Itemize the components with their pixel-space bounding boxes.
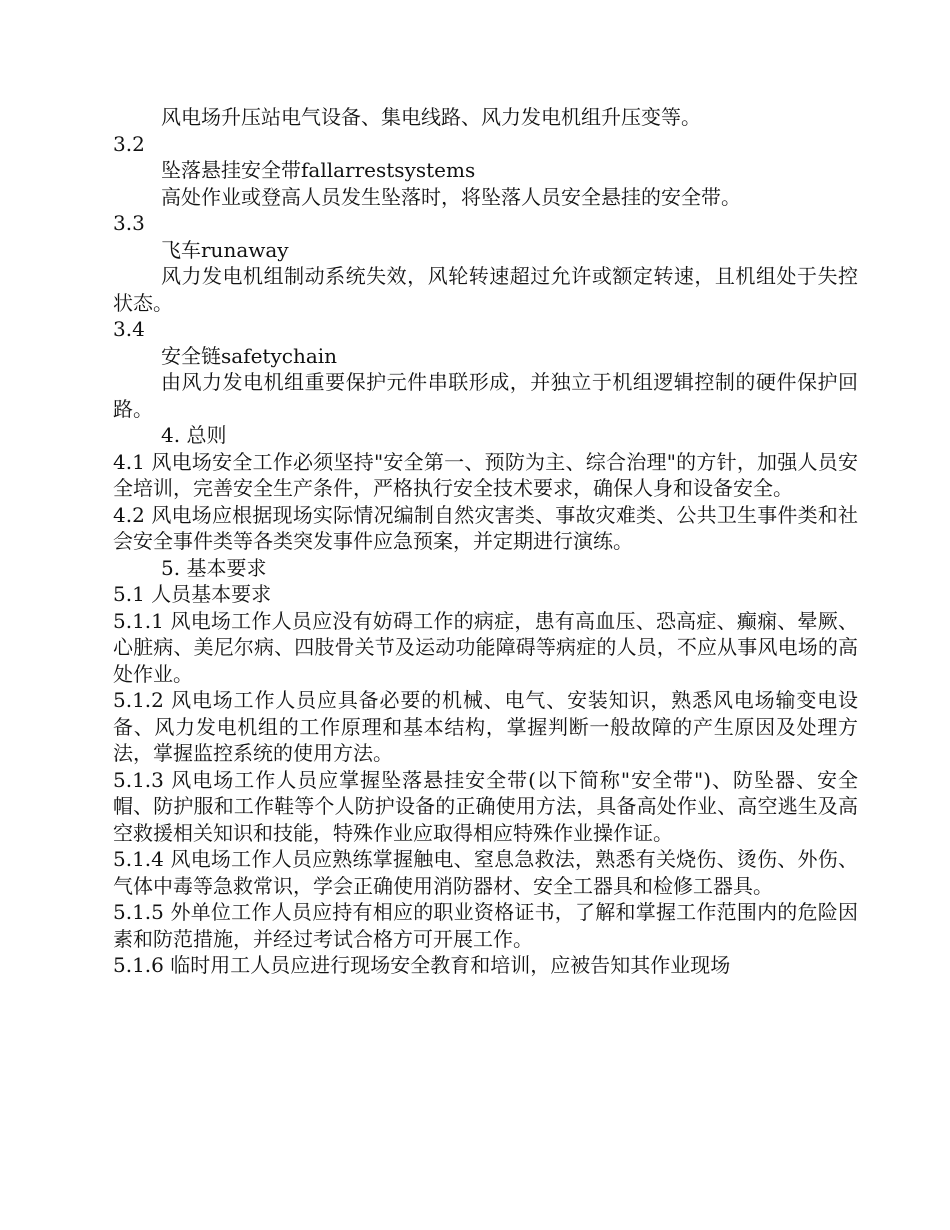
term-definition: 风力发电机组制动系统失效，风轮转速超过允许或额定转速，且机组处于失控状态。: [113, 264, 858, 315]
text-line: 风电场升压站电气设备、集电线路、风力发电机组升压变等。: [161, 105, 701, 129]
chapter-heading: 5. 基本要求: [161, 555, 267, 580]
clause-paragraph: 5.1.4 风电场工作人员应熟练掌握触电、窒息急救法，熟悉有关烧伤、烫伤、外伤、气体中毒等急救常识，学会正确使用消防器材、安全工器具和检修工器具。: [113, 847, 858, 898]
term-definition: 高处作业或登高人员发生坠落时，将坠落人员安全悬挂的安全带。: [161, 184, 741, 209]
chapter-heading: 4. 总则: [161, 423, 227, 447]
subsection-heading: 5.1 人员基本要求: [113, 582, 272, 606]
term-definition: 由风力发电机组重要保护元件串联形成，并独立于机组逻辑控制的硬件保护回路。: [113, 370, 858, 421]
term-heading: 安全链safetychain: [161, 343, 338, 368]
clause-paragraph: 5.1.5 外单位工作人员应持有相应的职业资格证书，了解和掌握工作范围内的危险因素和防范措施，并经过考试合格方可开展工作。: [113, 900, 858, 951]
clause-paragraph: 5.1.1 风电场工作人员应没有妨碍工作的病症，患有高血压、恐高症、癫痫、晕厥、心脏病、美尼尔病、四肢骨关节及运动功能障碍等病症的人员，不应从事风电场的高处作业。: [113, 608, 858, 686]
clause-paragraph: 5.1.2 风电场工作人员应具备必要的机械、电气、安装知识，熟悉风电场输变电设备、风力发电机组的工作原理和基本结构，掌握判断一般故障的产生原因及处理方法，掌握监控系统的使用方法。: [113, 688, 858, 765]
term-heading: 飞车runaway: [161, 237, 289, 262]
document-page: [113, 104, 858, 979]
clause-paragraph: 4.2 风电场应根据现场实际情况编制自然灾害类、事故灾难类、公共卫生事件类和社会安全事件类等各类突发事件应急预案，并定期进行演练。: [113, 502, 858, 553]
term-heading: 坠落悬挂安全带fallarrestsystems: [161, 158, 476, 182]
clause-paragraph: 4.1 风电场安全工作必须坚持"安全第一、预防为主、综合治理"的方针，加强人员安全培训，完善安全生产条件，严格执行安全技术要求，确保人身和设备安全。: [113, 449, 858, 500]
clause-paragraph: 5.1.3 风电场工作人员应掌握坠落悬挂安全带(以下简称"安全带")、防坠器、安全帽、防护服和工作鞋等个人防护设备的正确使用方法，具备高处作业、高空逃生及高空救援相关知识和技能，特殊作业应取得相应特殊作业操作证。: [113, 767, 858, 845]
section-number: 3.2: [113, 131, 145, 156]
section-number: 3.3: [113, 211, 145, 235]
clause-paragraph: 5.1.6 临时用工人员应进行现场安全教育和培训，应被告知其作业现场: [113, 953, 731, 977]
section-number: 3.4: [113, 317, 145, 341]
